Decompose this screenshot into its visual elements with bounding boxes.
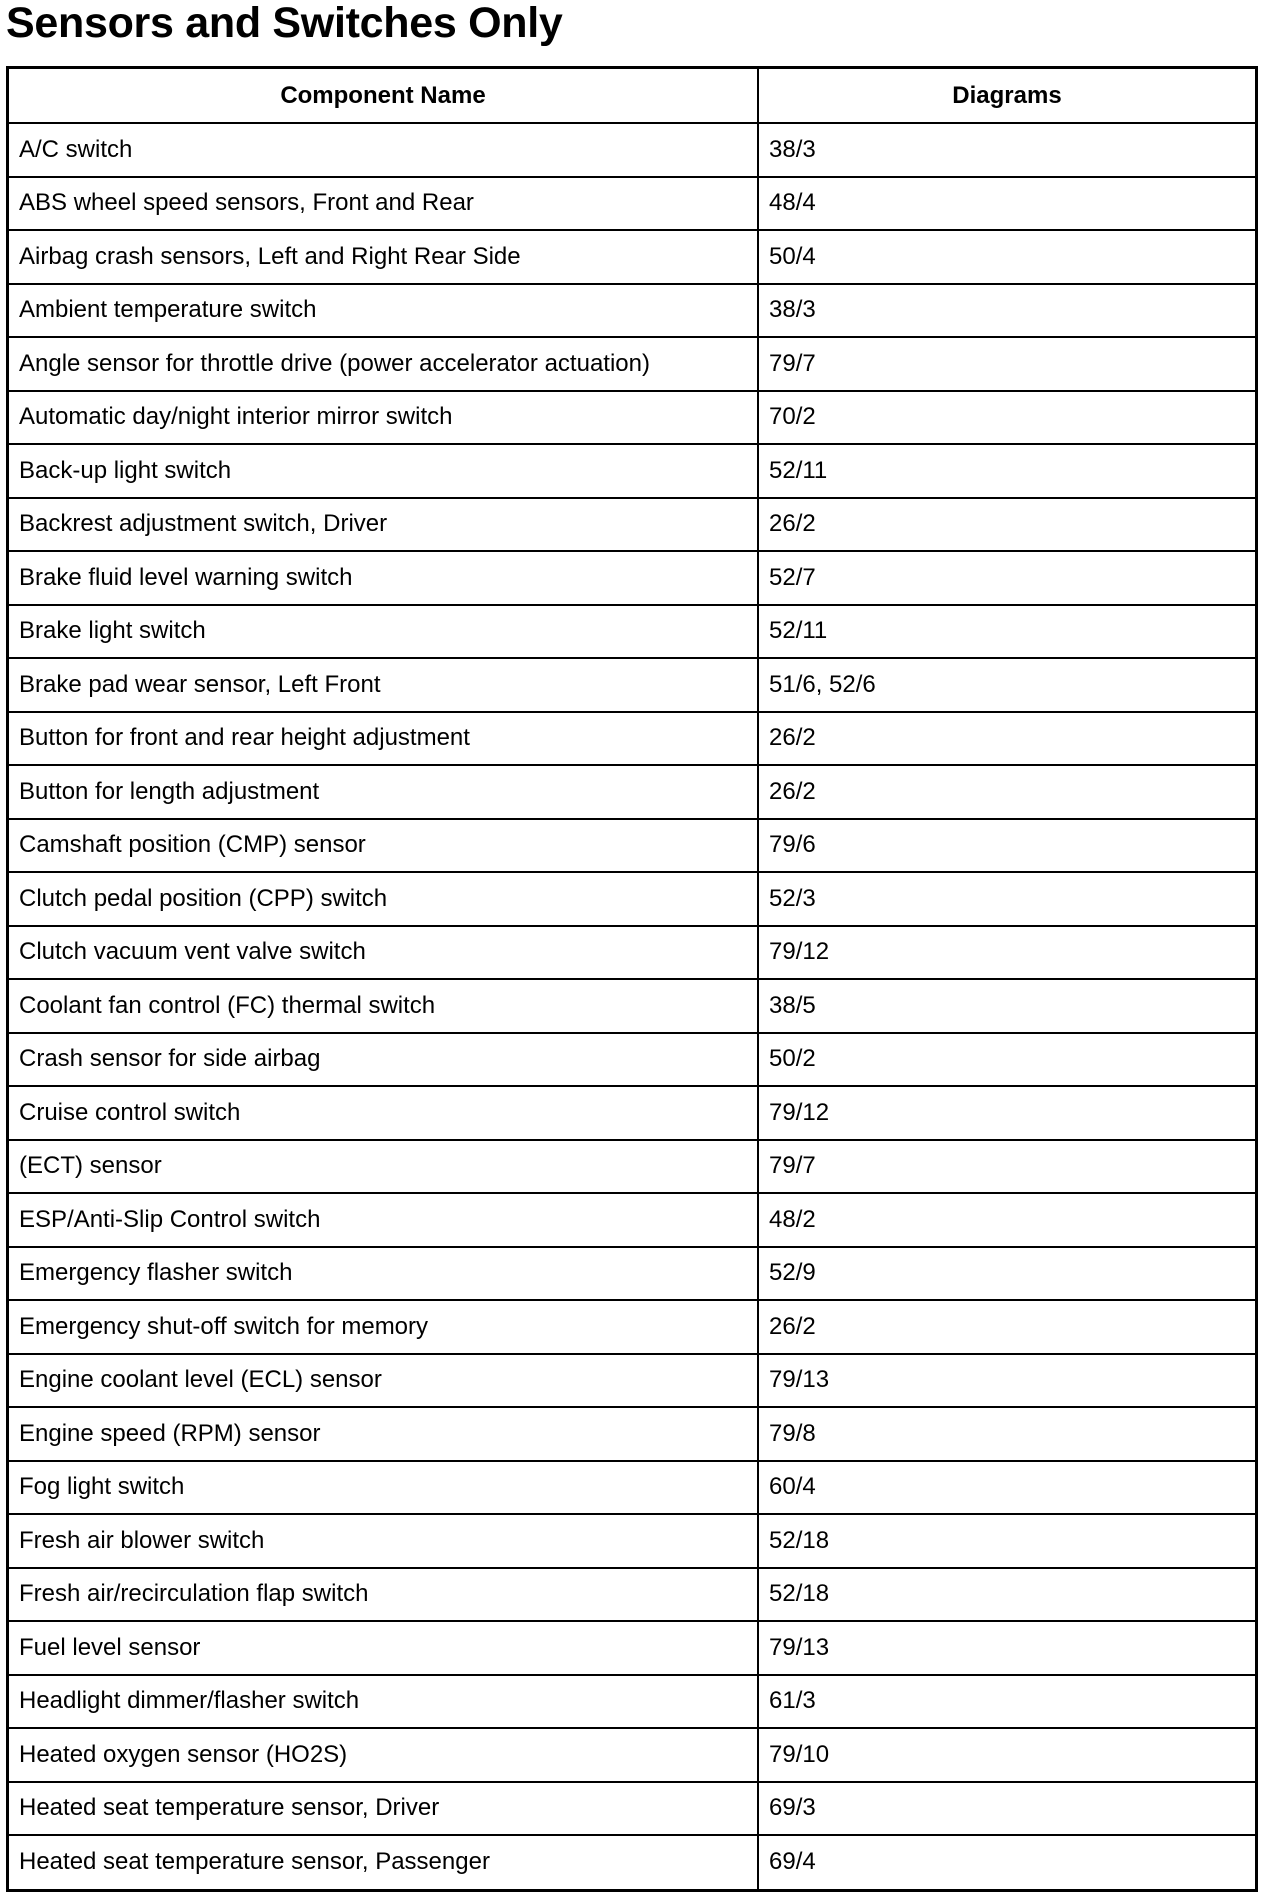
diagrams-cell: 50/4 — [758, 230, 1255, 284]
table-row — [9, 1354, 1255, 1408]
table-row — [9, 444, 1255, 498]
diagrams-cell: 52/18 — [758, 1568, 1255, 1622]
component-name-cell: Engine speed (RPM) sensor — [9, 1407, 758, 1461]
table-row — [9, 230, 1255, 284]
component-name-cell: Engine coolant level (ECL) sensor — [9, 1354, 758, 1408]
table-row — [9, 1193, 1255, 1247]
diagrams-cell: 79/7 — [758, 337, 1255, 391]
column-header-component-name: Component Name — [9, 69, 758, 123]
table-row — [9, 1782, 1255, 1836]
component-name-cell: Ambient temperature switch — [9, 284, 758, 338]
diagrams-cell: 52/3 — [758, 872, 1255, 926]
column-header-diagrams: Diagrams — [758, 69, 1255, 123]
diagrams-cell: 70/2 — [758, 391, 1255, 445]
component-name-cell: Fresh air blower switch — [9, 1514, 758, 1568]
table-row — [9, 1086, 1255, 1140]
diagrams-cell: 26/2 — [758, 765, 1255, 819]
diagrams-cell: 69/4 — [758, 1835, 1255, 1889]
table-row — [9, 1514, 1255, 1568]
diagrams-cell: 79/6 — [758, 819, 1255, 873]
diagrams-cell: 79/7 — [758, 1140, 1255, 1194]
diagrams-cell: 52/9 — [758, 1247, 1255, 1301]
component-name-cell: Clutch vacuum vent valve switch — [9, 926, 758, 980]
component-name-cell: Crash sensor for side airbag — [9, 1033, 758, 1087]
component-name-cell: Button for front and rear height adjustment — [9, 712, 758, 766]
diagrams-cell: 79/13 — [758, 1354, 1255, 1408]
diagrams-cell: 52/11 — [758, 605, 1255, 659]
component-name-cell: Airbag crash sensors, Left and Right Rear Side — [9, 230, 758, 284]
component-name-cell: Camshaft position (CMP) sensor — [9, 819, 758, 873]
component-name-cell: Button for length adjustment — [9, 765, 758, 819]
table-row — [9, 872, 1255, 926]
diagrams-cell: 61/3 — [758, 1675, 1255, 1729]
diagrams-cell: 52/11 — [758, 444, 1255, 498]
table-row — [9, 1247, 1255, 1301]
component-name-cell: Emergency flasher switch — [9, 1247, 758, 1301]
table-row — [9, 765, 1255, 819]
diagrams-cell: 50/2 — [758, 1033, 1255, 1087]
table-row — [9, 551, 1255, 605]
table-row — [9, 284, 1255, 338]
table-row — [9, 177, 1255, 231]
diagrams-cell: 26/2 — [758, 498, 1255, 552]
component-name-cell: ABS wheel speed sensors, Front and Rear — [9, 177, 758, 231]
component-name-cell: Angle sensor for throttle drive (power accelerator actuation) — [9, 337, 758, 391]
components-table — [6, 66, 1258, 1892]
component-name-cell: Backrest adjustment switch, Driver — [9, 498, 758, 552]
component-name-cell: Fog light switch — [9, 1461, 758, 1515]
component-name-cell: Heated oxygen sensor (HO2S) — [9, 1728, 758, 1782]
diagrams-cell: 79/10 — [758, 1728, 1255, 1782]
table-row — [9, 1033, 1255, 1087]
table-row — [9, 926, 1255, 980]
page-title: Sensors and Switches Only — [6, 0, 563, 47]
component-name-cell: Headlight dimmer/flasher switch — [9, 1675, 758, 1729]
table-row — [9, 1621, 1255, 1675]
component-name-cell: Fuel level sensor — [9, 1621, 758, 1675]
diagrams-cell: 79/8 — [758, 1407, 1255, 1461]
component-name-cell: Heated seat temperature sensor, Passenger — [9, 1835, 758, 1889]
component-name-cell: Clutch pedal position (CPP) switch — [9, 872, 758, 926]
component-name-cell: Coolant fan control (FC) thermal switch — [9, 979, 758, 1033]
table-row — [9, 1728, 1255, 1782]
table-row — [9, 498, 1255, 552]
table-body — [9, 123, 1255, 1889]
diagrams-cell: 52/7 — [758, 551, 1255, 605]
component-name-cell: A/C switch — [9, 123, 758, 177]
table-row — [9, 1835, 1255, 1889]
component-name-cell: ESP/Anti-Slip Control switch — [9, 1193, 758, 1247]
table-row — [9, 337, 1255, 391]
table-row — [9, 979, 1255, 1033]
component-name-cell: Emergency shut-off switch for memory — [9, 1300, 758, 1354]
diagrams-cell: 38/5 — [758, 979, 1255, 1033]
component-name-cell: Brake pad wear sensor, Left Front — [9, 658, 758, 712]
component-name-cell: Automatic day/night interior mirror switch — [9, 391, 758, 445]
diagrams-cell: 48/2 — [758, 1193, 1255, 1247]
diagrams-cell: 79/12 — [758, 926, 1255, 980]
diagrams-cell: 38/3 — [758, 284, 1255, 338]
table-row — [9, 1140, 1255, 1194]
component-name-cell: Brake fluid level warning switch — [9, 551, 758, 605]
diagrams-cell: 38/3 — [758, 123, 1255, 177]
table-row — [9, 819, 1255, 873]
table-row — [9, 658, 1255, 712]
table-row — [9, 1300, 1255, 1354]
component-name-cell: Fresh air/recirculation flap switch — [9, 1568, 758, 1622]
component-name-cell: Cruise control switch — [9, 1086, 758, 1140]
diagrams-cell: 26/2 — [758, 1300, 1255, 1354]
diagrams-cell: 52/18 — [758, 1514, 1255, 1568]
table-row — [9, 712, 1255, 766]
table-row — [9, 1675, 1255, 1729]
diagrams-cell: 79/12 — [758, 1086, 1255, 1140]
diagrams-cell: 51/6, 52/6 — [758, 658, 1255, 712]
diagrams-cell: 69/3 — [758, 1782, 1255, 1836]
component-name-cell: Heated seat temperature sensor, Driver — [9, 1782, 758, 1836]
table-row — [9, 1407, 1255, 1461]
table-row — [9, 605, 1255, 659]
table-row — [9, 391, 1255, 445]
diagrams-cell: 48/4 — [758, 177, 1255, 231]
table-row — [9, 1568, 1255, 1622]
table-row — [9, 1461, 1255, 1515]
component-name-cell: (ECT) sensor — [9, 1140, 758, 1194]
diagrams-cell: 60/4 — [758, 1461, 1255, 1515]
table-row — [9, 123, 1255, 177]
table-header-row — [9, 69, 1255, 123]
component-name-cell: Back-up light switch — [9, 444, 758, 498]
diagrams-cell: 79/13 — [758, 1621, 1255, 1675]
diagrams-cell: 26/2 — [758, 712, 1255, 766]
component-name-cell: Brake light switch — [9, 605, 758, 659]
